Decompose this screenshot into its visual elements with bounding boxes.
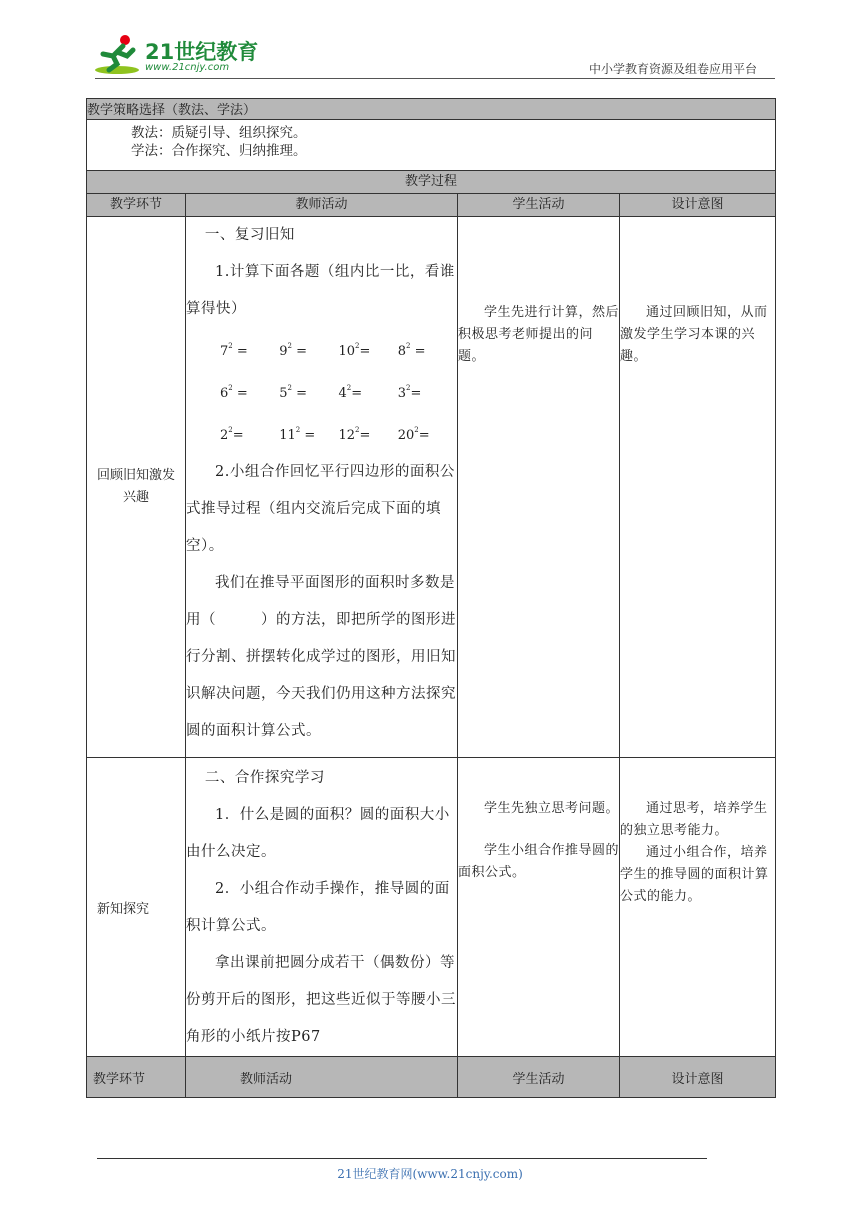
square-expression: $11^2$ = — [279, 426, 316, 443]
design-intent-explore: 通过思考，培养学生的独立思考能力。 通过小组合作，培养学生的推导圆的面积计算公式的能力。 — [620, 758, 776, 1057]
square-expression: $2^2=$ — [220, 426, 244, 443]
squares-row — [186, 412, 457, 454]
logo-text: 21世纪教育 — [145, 40, 259, 64]
review-heading: 一、复习旧知 — [204, 227, 295, 243]
student-activity-explore: 学生先独立思考问题。 学生小组合作推导圆的面积公式。 — [458, 758, 620, 1057]
square-expression: $3^2=$ — [397, 384, 422, 401]
teacher-activity-explore — [186, 758, 458, 1057]
col-header-intent: 设计意图 — [620, 194, 776, 217]
repeat-header-row — [87, 1057, 776, 1098]
method-teach: 教法：质疑引导、组织探究。 — [131, 125, 307, 141]
teacher-activity-review — [186, 217, 458, 758]
repeat-col-intent: 设计意图 — [620, 1057, 776, 1098]
squares-row — [186, 328, 457, 370]
square-expression: $20^2=$ — [397, 426, 430, 443]
square-expression: $7^2$ = — [220, 342, 248, 359]
squares-grid — [186, 328, 457, 454]
col-header-student: 学生活动 — [458, 194, 620, 217]
footer-divider — [97, 1158, 707, 1159]
logo — [95, 34, 265, 76]
repeat-col-student: 学生活动 — [458, 1057, 620, 1098]
square-expression: $10^2=$ — [338, 342, 371, 359]
student-activity-review: 学生先进行计算，然后积极思考老师提出的问题。 — [458, 217, 620, 758]
square-expression: $4^2=$ — [338, 384, 363, 401]
method-learn: 学法：合作探究、归纳推理。 — [131, 143, 307, 159]
section-explore-row — [87, 758, 776, 1057]
square-expression: $6^2$ = — [220, 384, 248, 401]
repeat-col-teacher: 教师活动 — [186, 1057, 458, 1098]
logo-url: www.21cnjy.com — [145, 62, 230, 73]
explore-question-1: 1．什么是圆的面积？圆的面积大小由什么决定。 — [186, 807, 450, 860]
explore-paragraph: 拿出课前把圆分成若干（偶数份）等份剪开后的图形，把这些近似于等腰小三角形的小纸片按P67 — [186, 955, 456, 1045]
header-divider — [95, 78, 775, 79]
repeat-col-stage: 教学环节 — [87, 1057, 186, 1098]
squares-row — [186, 370, 457, 412]
review-question-1: 1.计算下面各题（组内比一比，看谁算得快） — [186, 264, 455, 317]
explore-question-2: 2．小组合作动手操作，推导圆的面积计算公式。 — [186, 881, 450, 934]
footer-text: 21世纪教育网(www.21cnjy.com) — [337, 1167, 523, 1181]
page-header — [95, 28, 775, 80]
col-header-stage: 教学环节 — [87, 194, 186, 217]
process-title: 教学过程 — [87, 171, 776, 194]
section-review-row — [87, 217, 776, 758]
explore-heading: 二、合作探究学习 — [204, 770, 325, 786]
square-expression: $9^2$ = — [279, 342, 308, 359]
strategy-title: 教学策略选择（教法、学法） — [87, 99, 776, 120]
square-expression: $5^2$ = — [279, 384, 308, 401]
review-paragraph: 我们在推导平面图形的面积时多数是用（ ）的方法，即把所学的图形进行分割、拼摆转化成学过的图形，用旧知识解决问题，今天我们仍用这种方法探究圆的面积计算公式。 — [186, 575, 456, 739]
square-expression: $12^2=$ — [338, 426, 371, 443]
lesson-plan-table — [86, 98, 776, 1098]
stage-review: 回顾旧知激发兴趣 — [87, 217, 186, 758]
runner-logo-icon — [95, 34, 143, 76]
design-intent-review: 通过回顾旧知，从而激发学生学习本课的兴趣。 — [620, 217, 776, 758]
square-expression: $8^2$ = — [397, 342, 426, 359]
stage-explore: 新知探究 — [87, 758, 186, 1057]
review-question-2: 2.小组合作回忆平行四边形的面积公式推导过程（组内交流后完成下面的填空）。 — [186, 464, 455, 554]
col-header-teacher: 教师活动 — [186, 194, 458, 217]
header-tagline: 中小学教育资源及组卷应用平台 — [588, 62, 757, 76]
strategy-methods — [87, 120, 776, 171]
